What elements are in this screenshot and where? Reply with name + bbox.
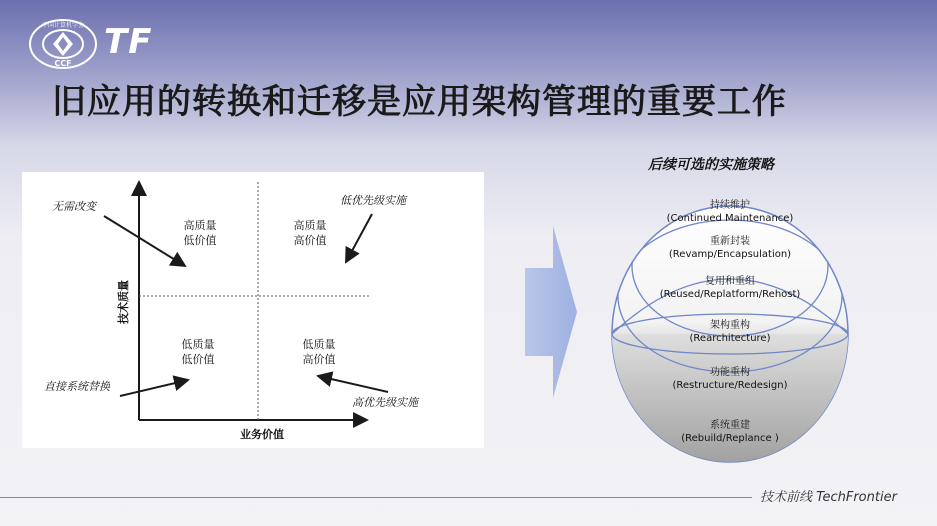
x-axis-label: 业务价值 bbox=[240, 428, 284, 441]
quadrant-top-left-line1: 高质量 bbox=[183, 219, 217, 232]
brand-mark: TF bbox=[104, 22, 153, 62]
annotation-low-priority: 低优先级实施 bbox=[340, 194, 406, 207]
annotation-high-priority-arrow bbox=[318, 376, 388, 392]
slide-title: 旧应用的转换和迁移是应用架构管理的重要工作 bbox=[52, 82, 787, 122]
footer-rule bbox=[0, 497, 752, 498]
quadrant-bottom-right-line1: 低质量 bbox=[302, 338, 336, 351]
quadrant-top-left-line2: 低价值 bbox=[183, 234, 217, 247]
annotation-no-change-arrow bbox=[104, 216, 185, 266]
strategy-layer-6-cn: 系统重建 bbox=[710, 420, 750, 431]
annotation-direct-replace-arrow bbox=[120, 380, 188, 396]
quadrant-bottom-left-line1: 低质量 bbox=[181, 338, 215, 351]
quadrant-matrix bbox=[22, 172, 484, 448]
strategy-title: 后续可选的实施策略 bbox=[648, 157, 774, 173]
strategy-layer-4-cn: 架构重构 bbox=[710, 320, 750, 331]
quadrant-top-right-line2: 高价值 bbox=[293, 234, 327, 247]
quadrant-bottom-left-line2: 低价值 bbox=[181, 353, 215, 366]
ccf-logo bbox=[28, 18, 98, 70]
strategy-layer-3-cn: 复用和重组 bbox=[705, 276, 755, 287]
footer-brand: 技术前线 TechFrontier bbox=[760, 490, 897, 505]
logo-ring-text: 中国计算机学会 bbox=[41, 22, 85, 29]
annotation-direct-replace: 直接系统替换 bbox=[44, 380, 110, 393]
strategy-layer-2-cn: 重新封装 bbox=[710, 236, 750, 247]
strategy-layer-6-en: (Rebuild/Replance ) bbox=[681, 433, 779, 444]
annotation-low-priority-arrow bbox=[346, 214, 372, 262]
quadrant-top-right-line1: 高质量 bbox=[293, 219, 327, 232]
strategy-layer-3-en: (Reused/Replatform/Rehost) bbox=[659, 289, 801, 300]
strategy-layer-4-en: (Rearchitecture) bbox=[689, 333, 771, 344]
quadrant-matrix-panel bbox=[22, 172, 484, 448]
transition-arrow bbox=[525, 226, 577, 398]
y-axis-label: 技术质量 bbox=[117, 280, 130, 324]
annotation-high-priority: 高优先级实施 bbox=[352, 396, 418, 409]
strategy-layer-1-en: (Continued Maintenance) bbox=[666, 213, 794, 224]
strategy-layer-2-en: (Revamp/Encapsulation) bbox=[668, 249, 792, 260]
strategy-layer-5-cn: 功能重构 bbox=[710, 367, 750, 378]
strategy-layer-1-cn: 持续维护 bbox=[710, 200, 750, 211]
annotation-no-change: 无需改变 bbox=[52, 200, 96, 213]
quadrant-bottom-right-line2: 高价值 bbox=[302, 353, 336, 366]
strategy-sphere bbox=[600, 184, 860, 474]
logo-abbr: CCF bbox=[54, 59, 72, 68]
strategy-layer-5-en: (Restructure/Redesign) bbox=[672, 380, 788, 391]
